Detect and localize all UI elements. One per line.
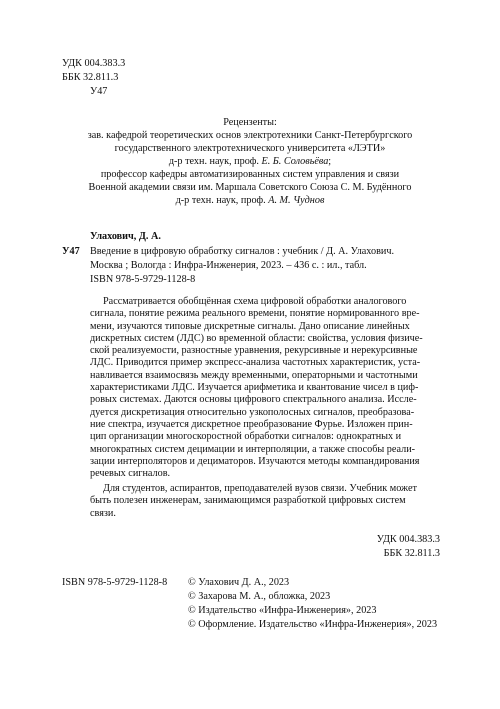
- reviewer-2-degree-line: [0, 195, 500, 207]
- annotation-line: ской реализуемости, разностные уравнения, рекурсивные и нерекурсивные: [90, 345, 418, 357]
- annotation-line: дуется дискретизация относительно узкополосных сигналов, преобразова-: [90, 406, 415, 418]
- bib-line-1: Введение в цифровую обработку сигналов : учебник / Д. А. Улахович.: [90, 246, 395, 257]
- annotation-line: ЛДС. Приводится пример экспресс-анализа частотных характеристик, уста-: [90, 357, 421, 369]
- copyright-3: © Издательство «Инфра-Инженерия», 2023: [188, 605, 377, 616]
- reviewer-1-end: ;: [328, 156, 332, 167]
- reviewer-1-name: Е. Б. Соловьёва: [261, 156, 329, 167]
- reviewer-1-line-1: зав. кафедрой теоретических основ электротехники Санкт-Петербургского: [87, 130, 413, 141]
- bib-line-2: Москва ; Вологда : Инфра-Инженерия, 2023. – 436 с. : ил., табл.: [90, 260, 367, 271]
- annotation-line: сигнала, понятие режима реального времени, понятие нормированного вре-: [90, 308, 420, 320]
- author-mark: У47: [90, 86, 108, 97]
- annotation-line: навливается взаимосвязь между временными, операторными и частотными: [90, 369, 418, 381]
- footer-udk: УДК 004.383.3: [376, 534, 440, 545]
- annotation-line: ние спектра, изучается дискретное преобразование Фурье. Изложен прин-: [90, 418, 413, 430]
- annotation-line: зации интерполяторов и дециматоров. Изучаются методы компандирования: [90, 455, 420, 467]
- annotation-line: цип организации многоскоростной обработки сигналов: однократных и: [90, 431, 402, 443]
- bib-line-3: ISBN 978-5-9729-1128-8: [90, 274, 196, 285]
- copyright-4: © Оформление. Издательство «Инфра-Инженерия», 2023: [188, 619, 438, 630]
- audience-line: связи.: [90, 507, 116, 519]
- annotation: [90, 296, 440, 480]
- audience-line: быть полезен инженерам, занимающимся разработкой цифровых систем: [90, 495, 406, 507]
- reviewer-1-line-2: государственного электротехнического университета «ЛЭТИ»: [114, 143, 386, 154]
- udk-code: УДК 004.383.3: [62, 58, 126, 69]
- bib-author: Улахович, Д. А.: [90, 231, 161, 242]
- reviewer-2-name: А. М. Чуднов: [268, 195, 325, 206]
- copyright-2: © Захарова М. А., обложка, 2023: [188, 591, 331, 602]
- annotation-line: ровых системах. Даются основы цифрового спектрального анализа. Иссле-: [90, 394, 417, 406]
- reviewer-2-degree: д-р техн. наук, проф.: [175, 195, 266, 206]
- reviewer-1-degree-line: [0, 156, 500, 168]
- reviewer-2-line-2: Военной академии связи им. Маршала Советского Союза С. М. Будённого: [88, 182, 412, 193]
- reviewers-heading: Рецензенты:: [223, 117, 277, 128]
- annotation-line: речевых сигналов.: [90, 468, 171, 480]
- bbk-code: ББК 32.811.3: [62, 72, 119, 83]
- audience: [90, 483, 440, 520]
- annotation-line: многократных систем децимации и интерполяции, а также способы реали-: [90, 443, 416, 455]
- footer-bbk: ББК 32.811.3: [383, 548, 440, 559]
- bib-code: У47: [62, 246, 80, 257]
- reviewer-2-line-1: профессор кафедры автоматизированных систем управления и связи: [100, 169, 400, 180]
- annotation-line: Рассматривается обобщённая схема цифровой обработки аналогового: [103, 296, 407, 307]
- reviewer-1-degree: д-р техн. наук, проф.: [168, 156, 259, 167]
- annotation-line: дискретных систем (ЛДС) во временной области: свойства, условия физиче-: [90, 332, 423, 344]
- annotation-line: мени, изучаются типовые дискретные сигналы. Дано описание линейных: [90, 320, 410, 332]
- annotation-line: характеристиками ЛДС. Изучается арифметика и квантование чисел в циф-: [90, 382, 419, 394]
- isbn: ISBN 978-5-9729-1128-8: [62, 577, 168, 588]
- audience-line: Для студентов, аспирантов, преподавателей вузов связи. Учебник может: [103, 483, 417, 494]
- copyright-1: © Улахович Д. А., 2023: [188, 577, 290, 588]
